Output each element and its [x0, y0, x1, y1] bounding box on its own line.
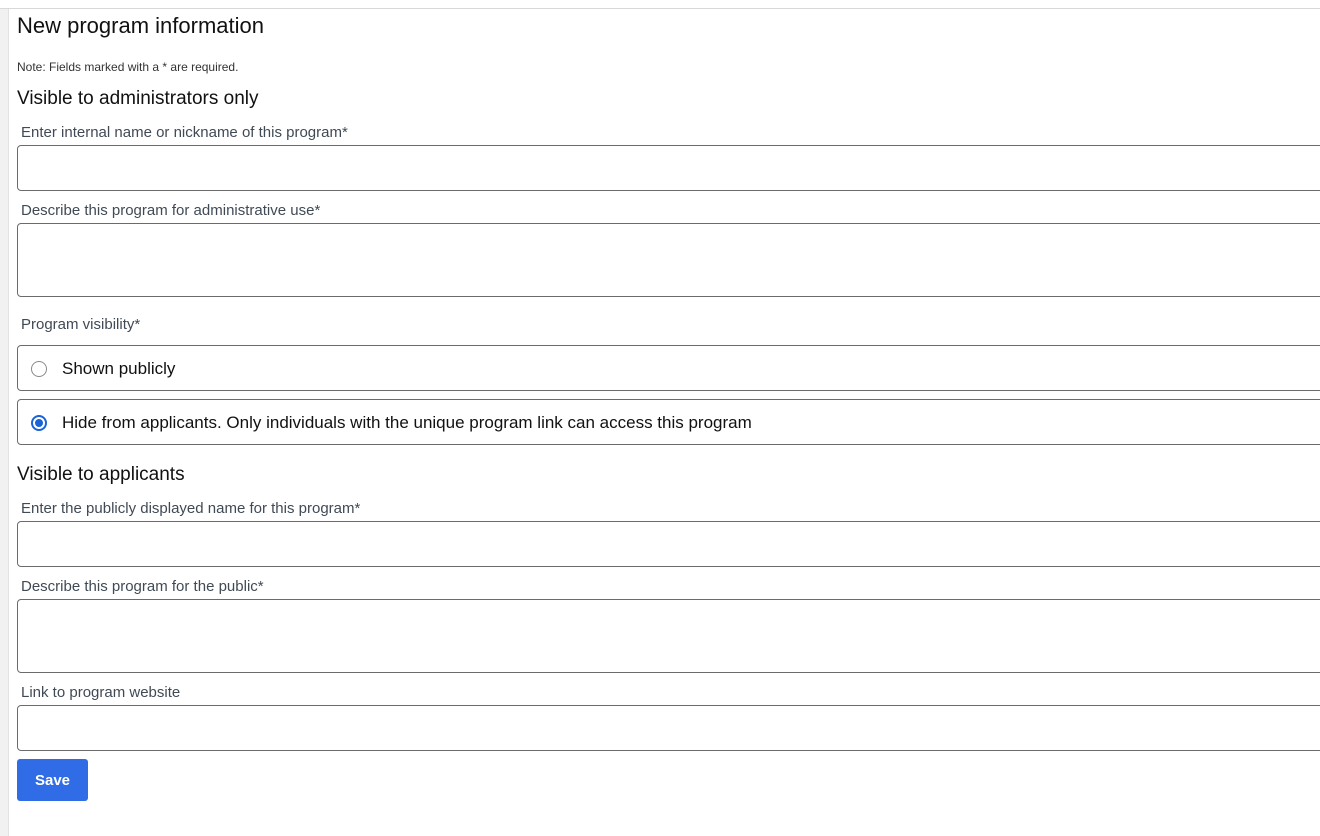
visibility-option-public[interactable] — [17, 345, 1320, 391]
website-label: Link to program website — [21, 684, 181, 701]
page-title: New program information — [17, 13, 264, 38]
public-section-heading: Visible to applicants — [17, 464, 185, 485]
radio-unchecked-icon[interactable] — [31, 361, 47, 377]
internal-name-input[interactable] — [17, 145, 1320, 191]
admin-description-label: Describe this program for administrative use* — [21, 202, 321, 219]
visibility-option-hidden[interactable] — [17, 399, 1320, 445]
display-name-label: Enter the publicly displayed name for this program* — [21, 500, 361, 517]
visibility-label: Program visibility* — [21, 316, 141, 333]
admin-description-textarea[interactable] — [17, 223, 1320, 297]
public-description-label: Describe this program for the public* — [21, 578, 264, 595]
internal-name-label: Enter internal name or nickname of this program* — [21, 124, 348, 141]
required-note: Note: Fields marked with a * are required. — [17, 60, 239, 74]
admin-section-heading: Visible to administrators only — [17, 88, 259, 109]
visibility-option-hidden-label: Hide from applicants. Only individuals with the unique program link can access this program — [62, 413, 752, 432]
public-description-textarea[interactable] — [17, 599, 1320, 673]
radio-checked-icon[interactable] — [31, 415, 47, 431]
left-rail — [0, 9, 9, 836]
save-button[interactable]: Save — [17, 759, 88, 801]
top-divider — [0, 8, 1320, 9]
website-input[interactable] — [17, 705, 1320, 751]
visibility-option-public-label: Shown publicly — [62, 359, 176, 378]
display-name-input[interactable] — [17, 521, 1320, 567]
